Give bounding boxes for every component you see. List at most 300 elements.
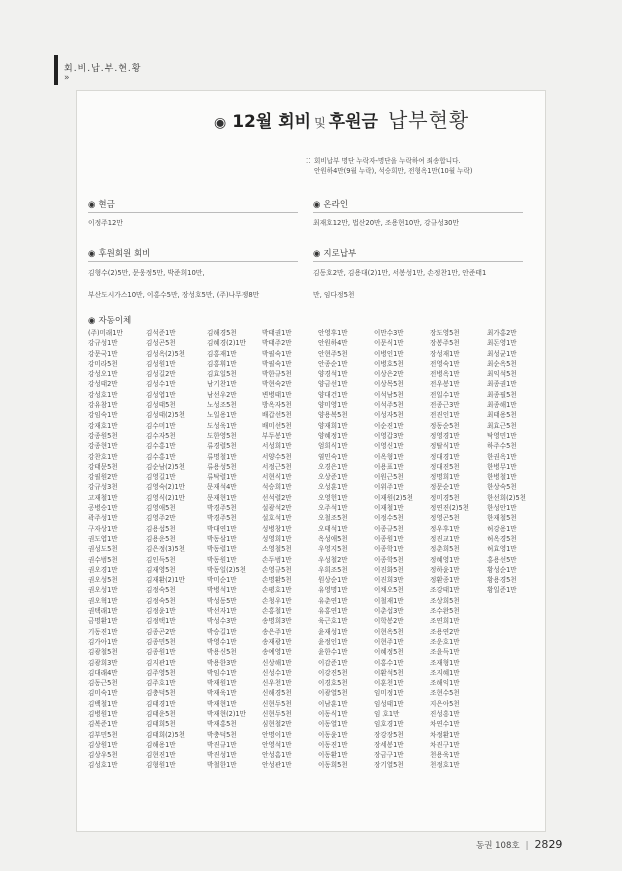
list-item: 최종권1만 — [487, 380, 517, 389]
list-item: 김태경1만 — [146, 699, 176, 708]
list-item: 김영애5천 — [146, 504, 176, 513]
list-item: 김정택1만 — [146, 617, 176, 626]
list-item: 허옥경5천 — [487, 534, 517, 543]
list-item: 오영헌1만 — [318, 493, 348, 502]
list-item: 강종원5천 — [88, 431, 118, 440]
title-part4: 납부현황 — [387, 108, 470, 132]
list-item: 박철한1만 — [207, 761, 237, 770]
list-item: 전진인1만 — [430, 411, 460, 420]
list-item: 박대연1만 — [207, 524, 237, 533]
list-item: 정동순5천 — [430, 421, 460, 430]
list-item: 안명이1만 — [262, 730, 292, 739]
list-item: 김동근5천 — [88, 679, 118, 688]
section-sponsors-label: 후원회원 회비 — [98, 249, 151, 259]
list-item: 이상목5천 — [374, 380, 404, 389]
list-item: 정혜영1만 — [430, 555, 460, 564]
list-item: 이훈천1만 — [374, 679, 404, 688]
list-item: 이감준1만 — [318, 658, 348, 667]
list-item: 하주수5천 — [487, 442, 517, 451]
name-column — [207, 328, 269, 771]
section-auto-heading — [88, 314, 131, 326]
list-item: 전일수1만 — [430, 390, 460, 399]
list-item: 김광희3만 — [88, 658, 118, 667]
section-giro-line2: 만, 임다정5천 — [313, 291, 355, 299]
list-item: 이용표1만 — [374, 462, 404, 471]
list-item: 이진화5천 — [374, 565, 404, 574]
title-bullet-icon: ◉ — [214, 115, 227, 131]
section-sponsors-line1: 김형수(2)5만, 문웅정5만, 박준희10만, — [88, 269, 205, 277]
list-item: 조용연2만 — [430, 627, 460, 636]
list-item: 정대진5천 — [430, 462, 460, 471]
list-item: 전영숙1만 — [430, 359, 460, 368]
list-item: 오철조5천 — [318, 514, 348, 523]
list-item: 황성순1만 — [487, 565, 517, 574]
list-item: 박선자1만 — [207, 607, 237, 616]
header-category: 회.비.납.부.현.황 — [64, 64, 142, 74]
list-item: 김석준1만 — [146, 329, 176, 337]
list-item: 차진구1만 — [430, 740, 460, 749]
list-item: 김지관1만 — [146, 658, 176, 667]
list-item: 이문식1만 — [374, 339, 404, 348]
list-item: 이옥형1만 — [374, 452, 404, 461]
list-item: 양대건1만 — [318, 390, 348, 399]
list-item: 조재형1만 — [430, 658, 460, 667]
list-item: 남기찬1만 — [207, 380, 237, 389]
list-item: 강유참1만 — [88, 401, 118, 410]
list-item: 한권옥1만 — [487, 452, 517, 461]
list-item: 윤재성1만 — [318, 627, 348, 636]
list-item: 홍용선5만 — [487, 555, 517, 564]
list-item: 정연진(2)5천 — [430, 504, 470, 513]
list-item: 권오혁1만 — [88, 596, 118, 605]
list-item: 박재현(2)1만 — [207, 709, 247, 718]
list-item: 김해경5천 — [207, 329, 237, 337]
list-item: 김병원1만 — [88, 709, 118, 718]
list-item: 이춘섭3만 — [374, 607, 404, 616]
list-item: 김용섭5천 — [146, 524, 176, 533]
list-item: 이종학1만 — [374, 545, 404, 554]
list-item: 유홍연1만 — [318, 607, 348, 616]
list-item: 김형원1만 — [146, 761, 176, 770]
list-item: 김용운5천 — [146, 534, 176, 543]
list-item: 심현철2만 — [262, 720, 292, 729]
list-item: 권오경1만 — [88, 565, 118, 574]
list-item: 김홍재1만 — [207, 349, 237, 358]
list-item: 김성태(2)5천 — [146, 411, 186, 420]
list-item: 이석남5천 — [374, 390, 404, 399]
list-item: 황일준1만 — [487, 586, 517, 595]
list-item: 우성철2만 — [318, 555, 348, 564]
footer-label: 동권 108호 — [476, 841, 520, 851]
list-item: 고재철1만 — [88, 493, 118, 502]
list-item: 손영규5천 — [262, 565, 292, 574]
list-item: 이동윤1만 — [318, 730, 348, 739]
list-item: 김성호1만 — [88, 761, 118, 770]
list-item: 이위주1만 — [374, 483, 404, 492]
list-item: 권오성1만 — [88, 586, 118, 595]
list-item: 김재환(2)1만 — [146, 576, 186, 585]
list-item: 한상숙5천 — [487, 483, 517, 492]
list-item: 남선우2만 — [207, 390, 237, 399]
note-dots-icon: ⁚⁚ — [306, 157, 311, 165]
list-item: 신현두5천 — [262, 709, 292, 718]
list-item: 신현두5천 — [262, 699, 292, 708]
list-item: 임호경1만 — [374, 720, 404, 729]
list-item: 강성태2만 — [88, 380, 118, 389]
list-item: 금명환1만 — [88, 617, 118, 626]
list-item: 강성오1만 — [88, 370, 118, 379]
list-item: 박동일(2)5천 — [207, 565, 247, 574]
list-item: 류탁렬1만 — [207, 473, 237, 482]
list-item: 김성태5천 — [146, 401, 176, 410]
section-divider — [88, 261, 298, 262]
section-bullet-icon: ◉ — [88, 316, 96, 326]
list-item: 손두범1만 — [262, 555, 292, 564]
name-column — [487, 328, 549, 596]
list-item: 기동진1만 — [88, 627, 118, 636]
list-item: 문재석4만 — [207, 483, 237, 492]
list-item: 김홍휘1만 — [207, 359, 237, 368]
list-item: 우영지5천 — [318, 545, 348, 554]
list-item: 박동렬1만 — [207, 545, 237, 554]
list-item: 김영식(2)1만 — [146, 493, 186, 502]
list-item: 송예영1만 — [262, 648, 292, 657]
list-item: 박재원1만 — [207, 679, 237, 688]
list-item: 양금선1만 — [318, 380, 348, 389]
list-item: 정춘희5천 — [430, 545, 460, 554]
list-item: 장금구1만 — [374, 751, 404, 760]
list-item: 김현진1만 — [146, 751, 176, 760]
list-item: 최가홍2만 — [487, 329, 517, 337]
list-item: 박재홍5천 — [207, 720, 237, 729]
list-item: 허효영1만 — [487, 545, 517, 554]
list-item: 허강용1만 — [487, 524, 517, 533]
list-item: 도한영5천 — [207, 431, 237, 440]
list-item: 윤정인1만 — [318, 637, 348, 646]
list-item: 김태운5천 — [146, 709, 176, 718]
list-item: 손청우1만 — [262, 596, 292, 605]
list-item: 김가아1만 — [88, 637, 118, 646]
list-item: 손홍철1만 — [262, 607, 292, 616]
list-item: 옥성애5천 — [318, 534, 348, 543]
list-item: 김재영5천 — [146, 565, 176, 574]
list-item: 권수범5천 — [88, 555, 118, 564]
list-item: 최종해1만 — [487, 401, 517, 410]
list-item: 이환석5천 — [374, 668, 404, 677]
list-item: 박태주2만 — [262, 339, 292, 348]
list-item: 차정환1만 — [430, 730, 460, 739]
list-item: 정영곤5천 — [430, 514, 460, 523]
list-item: 이동진1만 — [318, 740, 348, 749]
list-item: 김정숙5천 — [146, 586, 176, 595]
list-item: 권택래1만 — [88, 607, 118, 616]
list-item: 이광열5천 — [318, 689, 348, 698]
list-item: 이성자5천 — [374, 411, 404, 420]
list-item: 오주석1만 — [318, 504, 348, 513]
list-item: 김부민5천 — [88, 730, 118, 739]
list-item: 박경주5천 — [207, 504, 237, 513]
list-item: 강임숙1만 — [88, 411, 118, 420]
list-item: 도성욱1만 — [207, 421, 237, 430]
list-item: 진성흥1만 — [430, 709, 460, 718]
list-item: 이채오5천 — [374, 586, 404, 595]
list-item: 석승희1만 — [262, 483, 292, 492]
list-item: 황용경5천 — [487, 576, 517, 585]
list-item: 김영주2만 — [146, 514, 176, 523]
list-item: 김해용1만 — [146, 740, 176, 749]
list-item: 이재원(2)5천 — [374, 493, 414, 502]
list-item: 김주호1만 — [146, 679, 176, 688]
list-item: 오성훈1만 — [318, 483, 348, 492]
list-item: 강필원2만 — [88, 473, 118, 482]
list-item: 김수미1만 — [146, 421, 176, 430]
list-item: 소영철5천 — [262, 545, 292, 554]
list-item: 안성관1만 — [262, 761, 292, 770]
list-item: 최돈영1만 — [487, 339, 517, 348]
list-item: 정미경5천 — [430, 493, 460, 502]
list-item: 서성희1만 — [262, 442, 292, 451]
name-column — [146, 328, 208, 771]
list-item: 강종현1만 — [88, 442, 118, 451]
list-item: 한병철1만 — [487, 473, 517, 482]
list-item: 이진희3만 — [374, 576, 404, 585]
title-part3: 후원금 — [328, 112, 378, 132]
list-item: 박충덕5천 — [207, 730, 237, 739]
list-item: 장봉주5천 — [430, 339, 460, 348]
list-item: 정대경1만 — [430, 452, 460, 461]
list-item: 김충덕5천 — [146, 689, 176, 698]
list-item: 한성안1만 — [487, 504, 517, 513]
list-item: 오경은1만 — [318, 462, 348, 471]
list-item: 박태권1만 — [262, 329, 292, 337]
list-item: 공병승1만 — [88, 504, 118, 513]
list-item: 박미순1만 — [207, 576, 237, 585]
list-item: 권성도5천 — [88, 545, 118, 554]
list-item: 엄희식1만 — [318, 442, 348, 451]
list-item: 손평호1만 — [262, 586, 292, 595]
list-item: 부두봉1만 — [262, 431, 292, 440]
list-item: 성병창1만 — [262, 524, 292, 533]
list-item: 이순진1만 — [374, 421, 404, 430]
list-item: 조현수5천 — [430, 689, 460, 698]
list-item: 강규성1만 — [88, 339, 118, 348]
list-item: 전병옥1만 — [430, 370, 460, 379]
list-item: 박한규5천 — [262, 370, 292, 379]
list-item: 이영갑3만 — [374, 431, 404, 440]
list-item: 이경호5천 — [318, 679, 348, 688]
list-item: 정하윤1만 — [430, 565, 460, 574]
section-online-heading — [313, 198, 348, 210]
list-item: 박용신5천 — [207, 648, 237, 657]
list-item: 김수자5천 — [146, 431, 176, 440]
list-item: 노성조5천 — [207, 401, 237, 410]
list-item: 김대래4만 — [88, 668, 118, 677]
list-item: 정진교1만 — [430, 534, 460, 543]
list-item: 이정수5천 — [374, 514, 404, 523]
list-item: 천용욱1만 — [430, 751, 460, 760]
list-item: (주)미래1만 — [88, 329, 123, 337]
list-item: 김백철1만 — [88, 699, 118, 708]
list-item: 안종순1만 — [318, 359, 348, 368]
list-item: 강미라5천 — [88, 359, 118, 368]
list-item: 이철재1만 — [374, 596, 404, 605]
list-item: 오상준1만 — [318, 473, 348, 482]
list-item: 양혜정1만 — [318, 431, 348, 440]
list-item: 안원하4만 — [318, 339, 348, 348]
name-column — [374, 328, 436, 771]
list-item: 변병태1만 — [262, 390, 292, 399]
list-item: 조지혜1만 — [430, 668, 460, 677]
list-item: 조수완5천 — [430, 607, 460, 616]
list-item: 한재철5천 — [487, 514, 517, 523]
list-item: 서현식1만 — [262, 473, 292, 482]
list-item: 설호석1만 — [262, 514, 292, 523]
list-item: 양용복5천 — [318, 411, 348, 420]
list-item: 이동환1만 — [318, 751, 348, 760]
list-item: 임성태1만 — [374, 699, 404, 708]
section-online-text: 최재호12만, 법산20만, 조용현10만, 강규성30만 — [313, 219, 460, 227]
list-item: 김성곤5천 — [146, 339, 176, 348]
list-item: 강재호1만 — [88, 421, 118, 430]
list-item: 서정근5천 — [262, 462, 292, 471]
list-item: 장성재1만 — [430, 349, 460, 358]
list-item: 조윤득1만 — [430, 648, 460, 657]
list-item: 강성호1만 — [88, 390, 118, 399]
page-number-left: 28 — [534, 838, 549, 851]
list-item: 이병호5천 — [374, 359, 404, 368]
list-item: 강찬호1만 — [88, 452, 118, 461]
list-item: 박동원1만 — [207, 555, 237, 564]
list-item: 김혜경(2)1만 — [207, 339, 247, 348]
list-item: 강태문5천 — [88, 462, 118, 471]
list-item: 정탈식1만 — [430, 442, 460, 451]
list-item: 김종곤2만 — [146, 627, 176, 636]
footer-separator: | — [525, 841, 529, 851]
title-part2: 및 — [314, 116, 326, 130]
section-bullet-icon: ◉ — [88, 249, 96, 259]
list-item: 김영숙(2)1만 — [146, 483, 186, 492]
list-item: 정우후1만 — [430, 524, 460, 533]
list-item: 김성수1만 — [146, 380, 176, 389]
section-sponsors-line2: 부산도시가스10만, 이홍수5만, 장성호5만, (주)나무쟁8만 — [88, 291, 260, 299]
list-item: 박승길1만 — [207, 627, 237, 636]
list-item: 이재철1만 — [374, 504, 404, 513]
list-item: 방옥자5천 — [262, 401, 292, 410]
section-divider — [313, 261, 523, 262]
list-item: 이석주5천 — [374, 401, 404, 410]
list-item: 박필숙1만 — [262, 349, 292, 358]
list-item: 한선희(2)5천 — [487, 493, 527, 502]
section-giro-line1: 김동호2만, 김용대(2)1만, 서봉성1만, 손정찬1만, 안준태1 — [313, 269, 487, 277]
list-item: 노일용1만 — [207, 411, 237, 420]
list-item: 곽주성1만 — [88, 514, 118, 523]
list-item: 조상희5천 — [430, 596, 460, 605]
list-item: 박임수1만 — [207, 668, 237, 677]
list-item: 최익석5천 — [487, 370, 517, 379]
list-item: 박필숙1만 — [262, 359, 292, 368]
section-cash-heading — [88, 198, 115, 210]
name-column — [430, 328, 492, 771]
list-item: 이원근5천 — [374, 473, 404, 482]
list-item: 이영신1만 — [374, 442, 404, 451]
list-item: 김상원1만 — [88, 740, 118, 749]
list-item: 양재희1만 — [318, 421, 348, 430]
list-item: 김인득5천 — [146, 555, 176, 564]
list-item: 배미선5천 — [262, 421, 292, 430]
list-item: 송은주1만 — [262, 627, 292, 636]
list-item: 구자상1만 — [88, 524, 118, 533]
list-item: 김성옥(2)5천 — [146, 349, 186, 358]
list-item: 박진규1만 — [207, 740, 237, 749]
list-item: 박현숙2만 — [262, 380, 292, 389]
list-item: 이남훈1만 — [318, 699, 348, 708]
section-divider — [88, 212, 298, 213]
list-item: 김정숙5천 — [146, 596, 176, 605]
list-item: 오태석1만 — [318, 524, 348, 533]
list-item: 최성균1만 — [487, 349, 517, 358]
list-item: 신상해1만 — [262, 658, 292, 667]
list-item: 김성길2만 — [146, 370, 176, 379]
list-item: 지은아5천 — [430, 699, 460, 708]
list-item: 이동식1만 — [318, 709, 348, 718]
list-item: 박동삼1만 — [207, 534, 237, 543]
list-item: 김복준1만 — [88, 720, 118, 729]
list-item: 박용한3만 — [207, 658, 237, 667]
list-item: 강문국1만 — [88, 349, 118, 358]
section-bullet-icon: ◉ — [313, 200, 321, 210]
list-item: 이혜정5천 — [374, 648, 404, 657]
list-item: 이강진5천 — [318, 668, 348, 677]
list-item: 이홍수1만 — [374, 658, 404, 667]
list-item: 류경렬5천 — [207, 442, 237, 451]
list-item: 최순옥5천 — [487, 359, 517, 368]
list-item: 우희조5천 — [318, 565, 348, 574]
list-item: 차연수1만 — [430, 720, 460, 729]
list-item: 류용성5천 — [207, 462, 237, 471]
list-item: 손명환5천 — [262, 576, 292, 585]
list-item: 안현주5천 — [318, 349, 348, 358]
list-item: 탁영민1만 — [487, 431, 517, 440]
list-item: 김영길1만 — [146, 473, 176, 482]
list-item: 김성엽1만 — [146, 390, 176, 399]
section-bullet-icon: ◉ — [313, 249, 321, 259]
list-item: 류명철1만 — [207, 452, 237, 461]
title-part1: 12월 회비 — [232, 112, 312, 132]
note-line1: 회비납부 명단 누락자-명단을 누락하여 죄송합니다. — [314, 157, 461, 165]
section-online-label: 온라인 — [323, 200, 349, 210]
header-arrow: » — [64, 73, 70, 83]
list-item: 조해익1만 — [430, 679, 460, 688]
list-item: 정환종1만 — [430, 576, 460, 585]
name-column — [262, 328, 324, 771]
section-giro-heading — [313, 247, 356, 259]
list-item: 천정호1만 — [430, 761, 460, 770]
page-number-right: 29 — [548, 838, 563, 851]
list-item: 유춘연1만 — [318, 596, 348, 605]
list-item: 유영명1만 — [318, 586, 348, 595]
list-item: 염민숙1만 — [318, 452, 348, 461]
list-item: 이상은2만 — [374, 370, 404, 379]
list-item: 양경석1만 — [318, 370, 348, 379]
list-item: 김효일5천 — [207, 370, 237, 379]
section-divider — [313, 212, 523, 213]
list-item: 이동열1만 — [318, 720, 348, 729]
list-item: 설광석2만 — [262, 504, 292, 513]
list-item: 김정윤1만 — [146, 607, 176, 616]
list-item: 신성수1만 — [262, 668, 292, 677]
list-item: 전종근3만 — [430, 401, 460, 410]
list-item: 문재현1만 — [207, 493, 237, 502]
